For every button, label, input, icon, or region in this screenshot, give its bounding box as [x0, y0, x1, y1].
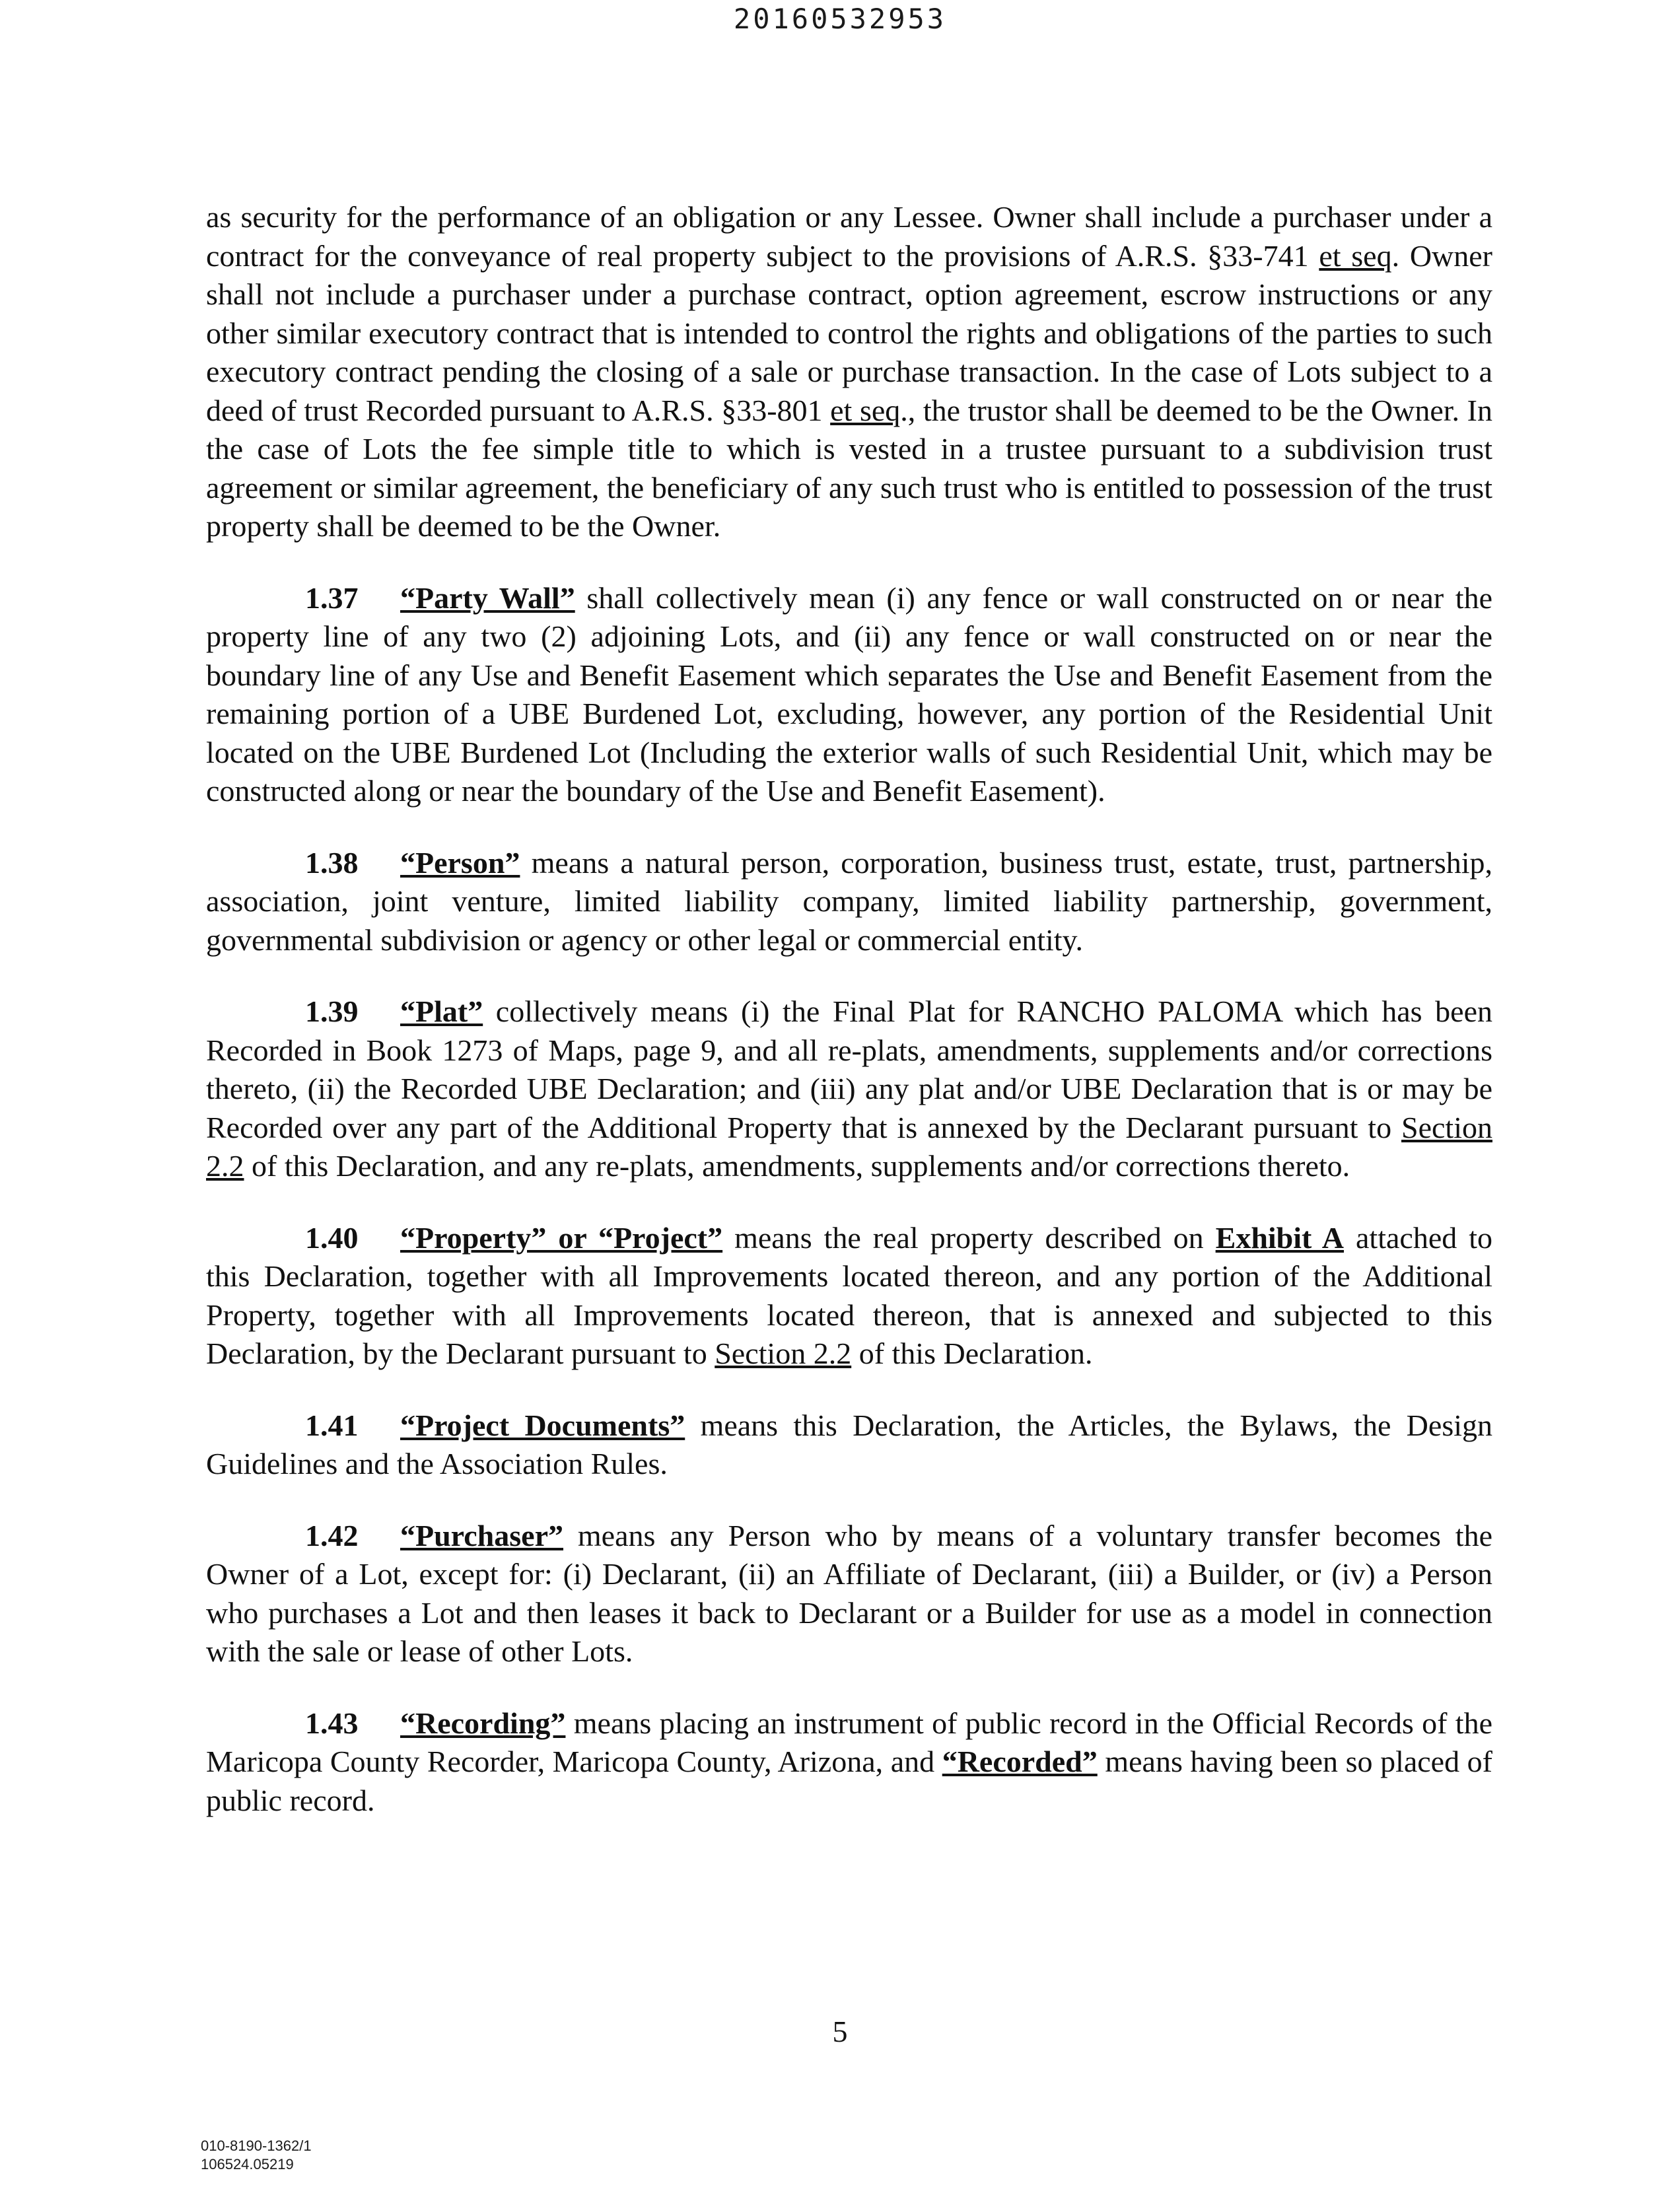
continuation-paragraph [206, 198, 1492, 546]
section-text: attached to this Declaration, together with all Improvements located thereon, and any portion of the Additional Property, together with all Improvements located thereon, that is annexed and subjected to this Declaration, by the Declarant pursuant to [206, 1220, 1492, 1370]
section-text: of this Declaration, and any re-plats, amendments, supplements and/or corrections thereto. [244, 1149, 1350, 1183]
section-number: 1.40 [305, 1220, 359, 1255]
et-seq-reference: et seq [830, 393, 901, 427]
section-text: means a natural person, corporation, business trust, estate, trust, partnership, association, joint venture, limited liability company, limited liability partnership, government, governmental subdivision or agency or other legal or commercial entity. [206, 845, 1492, 957]
section-text: means placing an instrument of public record in the Official Records of the Maricopa County Recorder, Maricopa County, Arizona, and [206, 1706, 1492, 1778]
section-number: 1.37 [305, 580, 359, 615]
section-reference: Section 2.2 [715, 1336, 852, 1370]
defined-term: “Plat” [400, 994, 483, 1028]
defined-term: “Property” or “Project” [400, 1220, 723, 1255]
section-1-42 [206, 1517, 1492, 1671]
footer-code: 010-8190-1362/1 [201, 2137, 312, 2154]
section-number: 1.42 [305, 1518, 359, 1552]
section-1-40 [206, 1219, 1492, 1373]
section-1-41 [206, 1406, 1492, 1484]
section-1-37 [206, 579, 1492, 811]
exhibit-reference: Exhibit A [1215, 1220, 1345, 1255]
section-text: means this Declaration, the Articles, the Bylaws, the Design Guidelines and the Association Rules. [206, 1408, 1493, 1480]
page-number: 5 [832, 2015, 848, 2048]
section-1-43 [206, 1704, 1492, 1821]
section-text: means having been so placed of public record. [206, 1745, 1492, 1817]
section-text: means the real property described on [722, 1220, 1216, 1255]
footer-code: 106524.05219 [201, 2156, 294, 2172]
defined-term: “Purchaser” [400, 1518, 564, 1552]
section-text: of this Declaration. [851, 1336, 1093, 1370]
defined-term: “Recorded” [942, 1745, 1098, 1778]
section-number: 1.41 [305, 1408, 359, 1442]
section-text: shall collectively mean (i) any fence or wall constructed on or near the property line of any two (2) adjoining Lots, and (ii) any fence or wall constructed on or near the boundary line of any Use and Benefit Easement which separates the Use and Benefit Easement from the remaining portion of a UBE Burdened Lot, excluding, however, any portion of the Residential Unit located on the UBE Burdened Lot (Including the exterior walls of such Residential Unit, which may be constructed along or near the boundary of the Use and Benefit Easement). [206, 580, 1493, 808]
section-reference: Section 2.2 [206, 1110, 1492, 1183]
section-text: means any Person who by means of a voluntary transfer becomes the Owner of a Lot, except for: (i) Declarant, (ii) an Affiliate of Declarant, (iii) a Builder, or (iv) a Person who purchases a Lot and then leases it back to Declarant or a Builder for use as a model in connection with the sale or lease of other Lots. [206, 1518, 1492, 1668]
paragraph-text: ., the trustor shall be deemed to be the Owner. In the case of Lots the fee simple title to which is vested in a trustee pursuant to a subdivision trust agreement or similar agreement, the beneficiary of any such trust who is entitled to possession of the trust property shall be deemed to be the Owner. [206, 393, 1492, 543]
section-1-39 [206, 992, 1492, 1186]
section-number: 1.39 [305, 994, 359, 1028]
et-seq-reference: et seq [1319, 238, 1392, 273]
document-number: 20160532953 [733, 3, 947, 35]
document-body [206, 198, 1492, 1853]
section-number: 1.43 [305, 1706, 359, 1740]
paragraph-text: as security for the performance of an obligation or any Lessee. Owner shall include a purchaser under a contract for the conveyance of real property subject to the provisions of A.R.S. §33-741 [206, 200, 1492, 273]
section-number: 1.38 [305, 845, 359, 880]
footer-codes [201, 2137, 312, 2174]
defined-term: “Party Wall” [400, 580, 575, 615]
paragraph-text: . Owner shall not include a purchaser under a purchase contract, option agreement, escrow instructions or any other similar executory contract that is intended to control the rights and obligations of the parties to such executory contract pending the closing of a sale or purchase transaction. In the case of Lots subject to a deed of trust Recorded pursuant to A.R.S. §33-801 [206, 238, 1492, 427]
section-text: collectively means (i) the Final Plat for RANCHO PALOMA which has been Recorded in Book 1273 of Maps, page 9, and all re-plats, amendments, supplements and/or corrections thereto, (ii) the Recorded UBE Declaration; and (iii) any plat and/or UBE Declaration that is or may be Recorded over any part of the Additional Property that is annexed by the Declarant pursuant to [206, 994, 1492, 1144]
section-1-38 [206, 844, 1492, 960]
defined-term: “Recording” [400, 1706, 566, 1740]
defined-term: “Project Documents” [400, 1408, 685, 1442]
defined-term: “Person” [400, 845, 520, 880]
